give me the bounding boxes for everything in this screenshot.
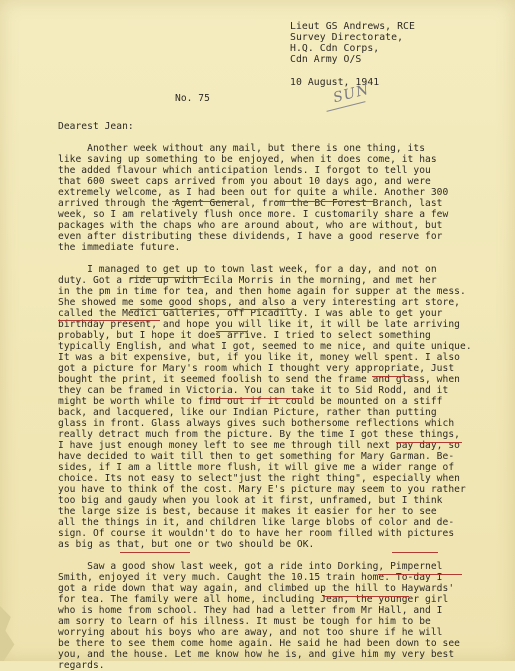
letter-body-line: I managed to get up to town last week, for a day, and not on (58, 264, 437, 275)
letter-body-line: back, and lacquered, like our Indian Picture, rather than putting (58, 407, 437, 418)
letter-body-line: glass in front. Glass always gives such bothersome reflections which (58, 418, 455, 429)
underline-indian-picture (206, 398, 301, 399)
letter-body-line: choice. Its not easy to select"just the right thing", especially when (58, 473, 460, 484)
letter-body-line: too big and gaudy when you look at it first, unframed, but I think (58, 495, 443, 506)
letter-body-line: called the Medici Galleries, off Picadilly. I was able to get your (58, 308, 443, 319)
letter-body-line: like saving up something to be enjoyed, when it does come, it has (58, 154, 437, 165)
underline-agent-general (172, 201, 238, 202)
letter-body-line: sides, if I am a little more flush, it will give me a wider range of (58, 462, 455, 473)
handwritten-note: SUN (331, 81, 372, 107)
letter-body-line: might be worth while to find out if it could be mounted on a stiff (58, 396, 443, 407)
letter-date: 10 August, 1941 (290, 77, 380, 88)
underline-birthday-present (58, 320, 160, 321)
letter-body-line: duty. Got a ride up with Ecila Morris in the morning, and met her (58, 275, 437, 286)
address-line-1: Lieut GS Andrews, RCE (290, 21, 415, 32)
letter-body-line: for tea. The family were all home, including Jean, the younger girl (58, 594, 449, 605)
letter-body-line: bought the print, it seemed foolish to send the frame and glass, when (58, 374, 460, 385)
underline-bc-forest-branch (275, 201, 374, 202)
address-line-2: Survey Directorate, (290, 32, 404, 43)
letter-body-line: that 600 sweet caps arrived from you about 10 days ago, and were (58, 176, 431, 187)
letter-body-line: Smith, enjoyed it very much. Caught the 10.15 train home. To-day I (58, 572, 443, 583)
letter-body-line: week, so I am relatively flush once more. I customarily share a few (58, 209, 449, 220)
letter-body-line: Another week without any mail, but there is one thing, its (58, 143, 426, 154)
underline-good-show (120, 552, 190, 553)
address-line-3: H.Q. Cdn Corps, (290, 43, 380, 54)
letter-body-line: Saw a good show last week, got a ride into Dorking, Pimpernel (58, 561, 443, 572)
underline-haywards (378, 574, 462, 575)
letter-body-line: they can be framed in Victoria. You can take it to Sid Rodd, and it (58, 385, 449, 396)
letter-body-line: got a ride down that way again, and climbed up the hill to Haywards' (58, 583, 455, 594)
letter-body-line: the added flavour which anticipation lends. I forgot to tell you (58, 165, 431, 176)
underline-does (216, 331, 248, 332)
letter-body-line: you, and the house. Let me know how he is, and give him my very best (58, 649, 455, 660)
underline-medici-galleries (130, 309, 297, 310)
letter-body-line: even after distributing these dividends, I have a good reserve for (58, 231, 443, 242)
letter-body-line: be there to see them come home again. He said he had been down to see (58, 638, 460, 649)
letter-body-line: as big as that, but one or two should be OK. (58, 539, 315, 550)
letter-body-line: worrying about his boys who are away, and not too shure if he will (58, 627, 443, 638)
letter-body-line: the immediate future. (58, 242, 181, 253)
letter-body-line: got a picture for Mary's room which I thought very appropriate, Just (58, 363, 455, 374)
underline-sid-rodd (372, 376, 410, 377)
letter-body-line: packages with the chaps who are around about, who are without, but (58, 220, 443, 231)
letter-body-line: the large size is best, because it makes it easier for her to see (58, 506, 437, 517)
letter-body-line: birthday present, and hope you will like it, it will be late arriving (58, 319, 460, 330)
underline-dorking (392, 552, 438, 553)
letter-body-line: probably, but I hope it does arrive. I tried to select something (58, 330, 431, 341)
letter-body-line: regards. (58, 660, 105, 671)
letter-body-line: arrived through the Agent General, from the BC Forest Branch, last (58, 198, 443, 209)
salutation: Dearest Jean: (58, 121, 134, 132)
letter-body-line: really detract much from the picture. By the time I got these things, (58, 429, 460, 440)
letter-body-line: am sorry to learn of his illness. It must be tough for him to be (58, 616, 431, 627)
letter-body-line: have decided to wait till then to get something for Mary Garman. Be- (58, 451, 455, 462)
underline-ride-up (130, 277, 205, 278)
letter-body-line: sign. Of course it wouldn't do to have her room filled with pictures (58, 528, 455, 539)
letter-body-line: in the pm in time for tea, and then home again for supper at the mess. (58, 286, 466, 297)
letter-body-line: who is home from school. They had had a letter from Mr Hall, and I (58, 605, 443, 616)
underline-letter-from-mr-hall (323, 596, 409, 597)
letter-body-line: all the things in it, and children like large blobs of color and de- (58, 517, 455, 528)
letter-body-line: It was a bit expensive, but, if you like it, money well spent. I also (58, 352, 460, 363)
letter-body-line: extremely welcome, as I had been out for quite a while. Another 300 (58, 187, 449, 198)
letter-body-line: I have just enough money left to see me through till next pay day, so (58, 440, 460, 451)
letter-number: No. 75 (175, 93, 210, 104)
address-line-4: Cdn Army O/S (290, 54, 362, 65)
underline-mary-garman (396, 442, 462, 443)
letter-body-line: typically English, and what I got, seemed to me nice, and quite unique. (58, 341, 472, 352)
letter-body-line: She showed me some good shops, and also a very interesting art store, (58, 297, 460, 308)
letter-body-line: you have to think of the cost. Mary E's picture may seem to you rather (58, 484, 466, 495)
